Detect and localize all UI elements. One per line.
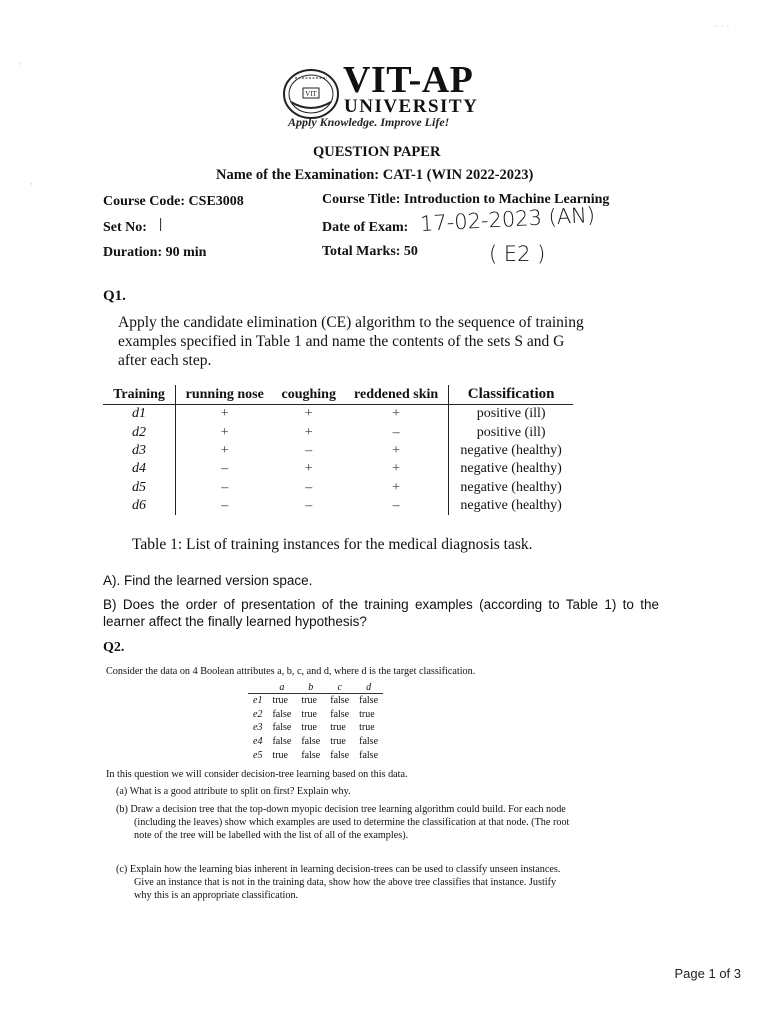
table-cell: – xyxy=(221,461,229,477)
table-cell: false xyxy=(272,736,292,748)
table-cell: e4 xyxy=(253,736,263,748)
table-cell: e5 xyxy=(253,749,263,761)
table-cell: true xyxy=(272,749,288,761)
table-cell: false xyxy=(301,749,321,761)
table-header: a xyxy=(267,682,296,694)
table-row xyxy=(103,479,573,497)
course-code: Course Code: CSE3008 xyxy=(103,194,244,209)
seal-text: VIT xyxy=(305,90,317,98)
table-header: running nose xyxy=(176,385,274,405)
table-cell: positive (ill) xyxy=(476,406,546,422)
table-cell: + xyxy=(220,406,229,422)
table-cell: d1 xyxy=(103,405,176,424)
table-cell: + xyxy=(344,479,449,497)
table-cell: negative (healthy) xyxy=(460,461,562,477)
table-header: c xyxy=(325,682,354,694)
table-cell: true xyxy=(330,722,346,734)
table-cell: negative (healthy) xyxy=(460,498,562,514)
question-2-part-c: (c) Explain how the learning bias inherent in learning decision-trees can be used to classify unseen instances. Give an instance that is not in the training data, show how the above tree classifies that instance. Justify why this is an appropriate classification. xyxy=(116,864,561,901)
table-cell: false xyxy=(330,749,350,761)
table-cell: + xyxy=(344,442,449,460)
table-cell: negative (healthy) xyxy=(460,479,562,495)
table-cell: false xyxy=(272,708,292,720)
table-row xyxy=(248,694,383,708)
table-row xyxy=(248,735,383,749)
table-cell: false xyxy=(359,749,379,761)
table-row xyxy=(248,708,383,722)
table-cell: false xyxy=(359,695,379,707)
table-cell: + xyxy=(304,424,313,440)
table-cell: – xyxy=(344,497,449,515)
table-cell: + xyxy=(304,461,313,477)
table-cell: true xyxy=(359,708,375,720)
question-1-intro: Apply the candidate elimination (CE) algorithm to the sequence of training examples specified in Table 1 and name the contents of the sets S and G after each step. xyxy=(118,314,584,369)
university-tagline: Apply Knowledge. Improve Life! xyxy=(288,115,450,129)
table-cell: positive (ill) xyxy=(476,424,546,440)
scan-speck: · · · xyxy=(715,22,730,32)
question-2-lead: In this question we will consider decision-tree learning based on this data. xyxy=(106,769,408,780)
table-header-row xyxy=(248,682,383,694)
question-1-label: Q1. xyxy=(103,288,126,304)
table-header: Classification xyxy=(449,385,573,405)
table-row xyxy=(248,721,383,735)
table-header: b xyxy=(296,682,325,694)
table-cell: d4 xyxy=(103,460,176,478)
table-cell: d6 xyxy=(103,497,176,515)
table-cell: true xyxy=(301,722,317,734)
table-cell: + xyxy=(344,460,449,478)
page-number: Page 1 of 3 xyxy=(674,966,741,981)
table-cell: + xyxy=(220,442,229,458)
table-cell: true xyxy=(359,722,375,734)
table-cell: + xyxy=(220,424,229,440)
table-header: d xyxy=(354,682,383,694)
table-header-row xyxy=(103,385,573,405)
question-2-intro: Consider the data on 4 Boolean attributes a, b, c, and d, where d is the target classification. xyxy=(106,666,476,677)
question-1-part-a: A). Find the learned version space. xyxy=(103,573,313,588)
table-1-training-instances xyxy=(103,385,573,515)
duration: Duration: 90 min xyxy=(103,245,207,260)
table-cell: – xyxy=(305,498,313,514)
table-cell: – xyxy=(221,498,229,514)
exam-name: Name of the Examination: CAT-1 (WIN 2022-2023) xyxy=(216,167,534,183)
question-2-part-a: (a) What is a good attribute to split on first? Explain why. xyxy=(116,786,351,797)
table-row xyxy=(103,423,573,441)
date-label: Date of Exam: xyxy=(322,220,409,235)
table-cell: e1 xyxy=(253,695,263,707)
university-seal-logo xyxy=(281,68,341,120)
table-cell: – xyxy=(305,479,313,495)
table-cell: true xyxy=(330,736,346,748)
table-cell: true xyxy=(272,695,288,707)
table-row xyxy=(103,460,573,478)
table-cell: d5 xyxy=(103,479,176,497)
scan-speck: · xyxy=(18,60,21,70)
table-cell: true xyxy=(301,695,317,707)
table-cell: true xyxy=(301,708,317,720)
question-2-label: Q2. xyxy=(103,640,125,655)
slot-handwritten: ( E2 ) xyxy=(489,242,546,266)
table-cell: e3 xyxy=(253,722,263,734)
table-cell: false xyxy=(330,695,350,707)
table-cell: false xyxy=(359,736,379,748)
table-cell: false xyxy=(301,736,321,748)
table-row xyxy=(248,748,383,762)
table-2-boolean-attributes xyxy=(248,682,383,762)
scan-speck: · xyxy=(30,180,33,190)
table-cell: negative (healthy) xyxy=(460,442,562,458)
paper-title: QUESTION PAPER xyxy=(313,144,441,160)
table-cell: e2 xyxy=(253,708,263,720)
table-cell: – xyxy=(344,423,449,441)
university-subtitle: UNIVERSITY xyxy=(344,96,479,117)
table-row xyxy=(103,497,573,515)
set-no-label: Set No: xyxy=(103,220,147,235)
table-header: reddened skin xyxy=(344,385,449,405)
table-cell: – xyxy=(221,479,229,495)
table-cell: false xyxy=(330,708,350,720)
question-2-part-b: (b) Draw a decision tree that the top-down myopic decision tree learning algorithm could build. For each node (including the leaves) show which examples are used to determine the classification at that node. (The root note of the tree will be labelled with the list of all of the examples). xyxy=(116,804,570,841)
date-handwritten: 17-02-2023 (AN) xyxy=(419,202,596,236)
table-header xyxy=(248,682,267,694)
table-row xyxy=(103,442,573,460)
table-cell: + xyxy=(344,405,449,424)
course-title: Course Title: Introduction to Machine Learning xyxy=(322,192,610,207)
table-header: Training xyxy=(103,385,176,405)
university-name: VIT-AP xyxy=(343,59,474,101)
question-1-part-b: B) Does the order of presentation of the training examples (according to Table 1) to the learner affect the finally learned hypothesis? xyxy=(103,597,659,629)
table-cell: false xyxy=(272,722,292,734)
table-cell: – xyxy=(305,442,313,458)
table-cell: d3 xyxy=(103,442,176,460)
table-row xyxy=(103,405,573,424)
table-1-caption: Table 1: List of training instances for the medical diagnosis task. xyxy=(132,536,533,553)
total-marks: Total Marks: 50 xyxy=(322,244,418,259)
table-cell: + xyxy=(304,406,313,422)
table-cell: d2 xyxy=(103,423,176,441)
set-no-handwritten: I xyxy=(158,215,164,236)
table-header: coughing xyxy=(273,385,344,405)
